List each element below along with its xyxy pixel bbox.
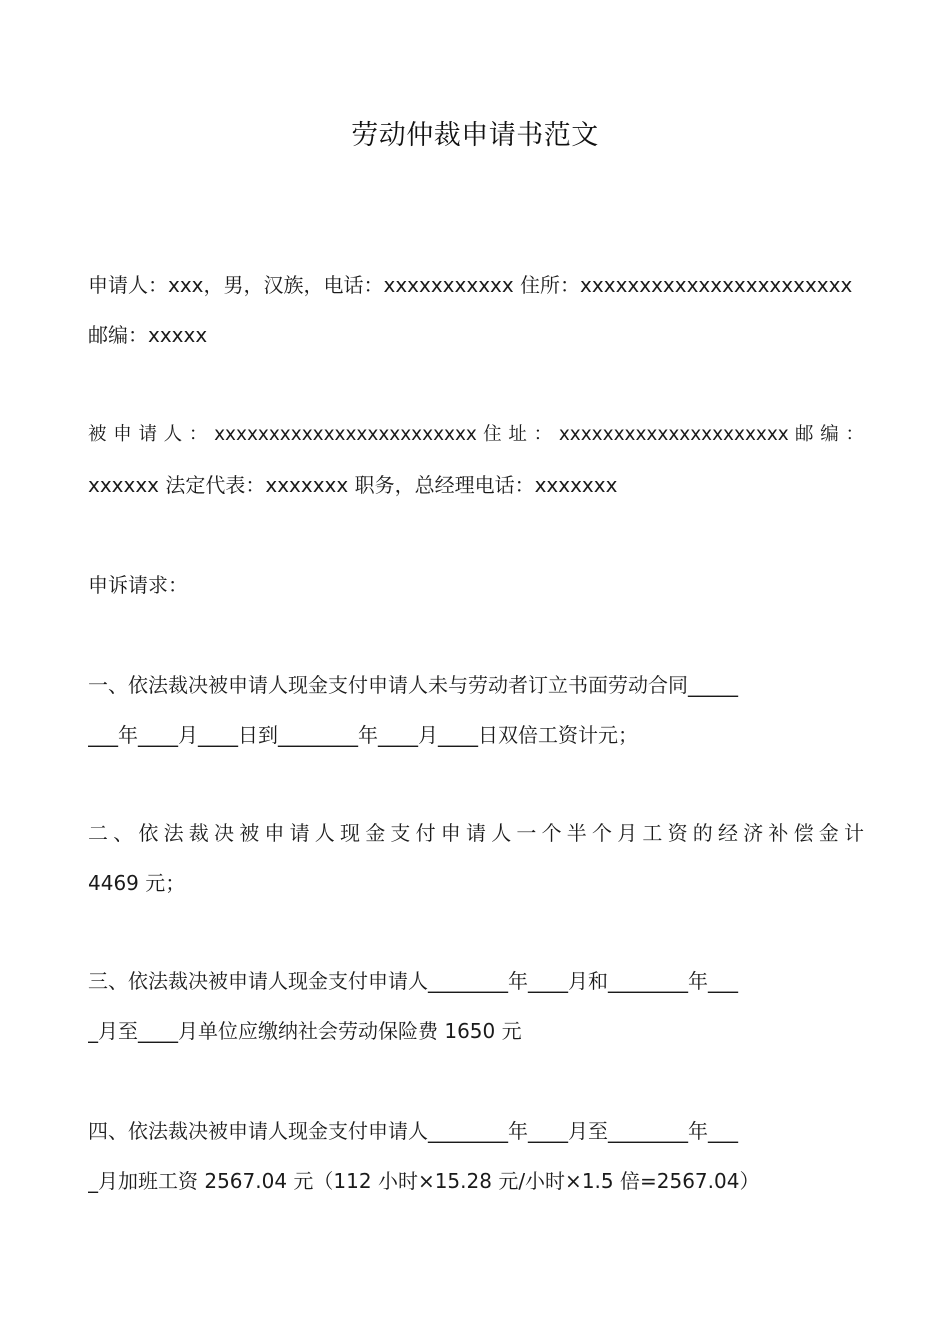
claim-4-line-1: 四、依法裁决被申请人现金支付申请人________年____月至________年___ <box>88 1119 738 1143</box>
claim-item-2 <box>88 808 864 908</box>
claim-2-line-2: 4469 元； <box>88 871 186 895</box>
claims-heading-paragraph <box>88 560 864 610</box>
applicant-line-2: 邮编：xxxxx <box>88 323 208 347</box>
respondent-line-1: 被 申 请 人 ： xxxxxxxxxxxxxxxxxxxxxxxx 住 址 ： xxxxxxxxxxxxxxxxxxxxx 邮 编 ： <box>88 424 864 445</box>
applicant-paragraph <box>88 260 864 360</box>
claim-3-line-2: _月至____月单位应缴纳社会劳动保险费 1650 元 <box>88 1019 522 1043</box>
document-title: 劳动仲裁申请书范文 <box>351 120 599 151</box>
claim-item-4 <box>88 1106 864 1206</box>
respondent-line-2: xxxxxx 法定代表：xxxxxxx 职务，总经理电话：xxxxxxx <box>88 473 618 497</box>
claim-3-line-1: 三、依法裁决被申请人现金支付申请人________年____月和________年___ <box>88 969 738 993</box>
claim-item-1 <box>88 660 864 760</box>
respondent-paragraph <box>88 410 864 510</box>
claim-2-line-1: 二、依法裁决被申请人现金支付申请人一个半个月工资的经济补偿金计 <box>88 821 864 845</box>
applicant-line-1: 申请人：xxx，男，汉族，电话：xxxxxxxxxxx 住所：xxxxxxxxxxxxxxxxxxxxxxx <box>88 273 853 297</box>
claim-1-line-1: 一、依法裁决被申请人现金支付申请人未与劳动者订立书面劳动合同_____ <box>88 673 738 697</box>
claims-heading: 申诉请求： <box>88 573 188 597</box>
claim-1-line-2: ___年____月____日到________年____月____日双倍工资计元； <box>88 723 638 747</box>
claim-item-3 <box>88 956 864 1056</box>
claim-4-line-2: _月加班工资 2567.04 元（112 小时×15.28 元/小时×1.5 倍=2567.04） <box>88 1169 760 1193</box>
